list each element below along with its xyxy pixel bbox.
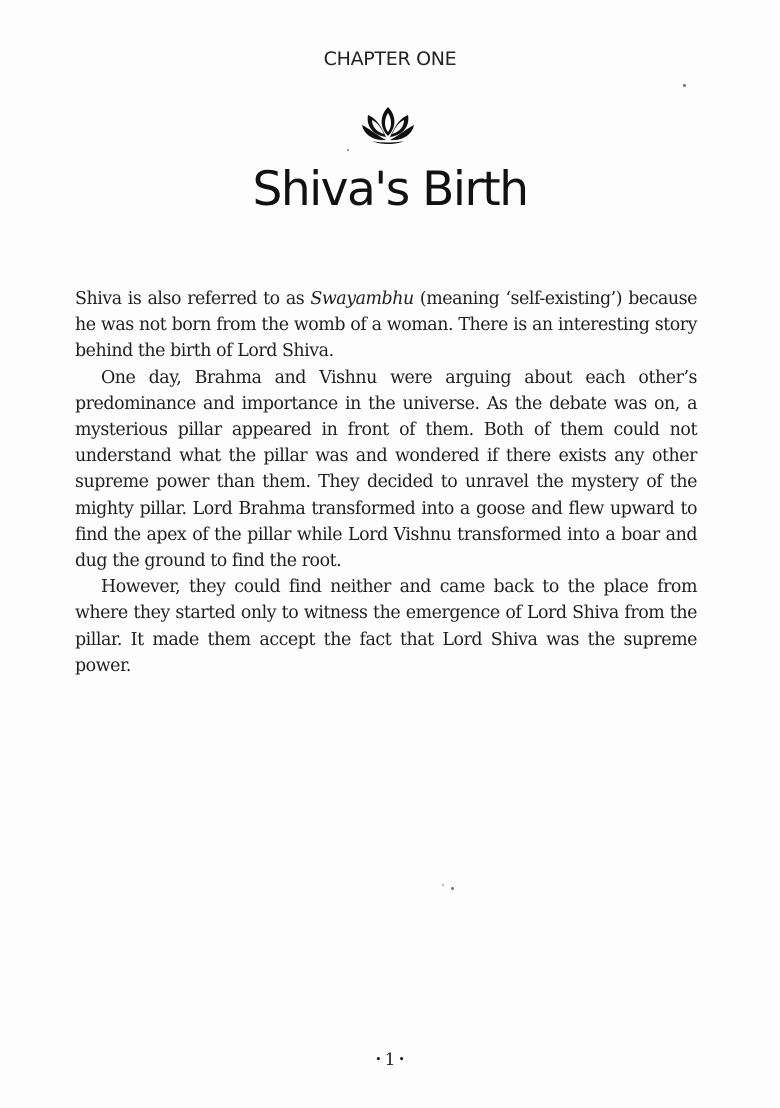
scan-speck [451, 887, 454, 890]
paragraph-2: One day, Brahma and Vishnu were arguing about each other’s predominance and importance in the universe. As the debate was on, a mysterious pillar appeared in front of them. Both of them could not understand what the pillar was and wondered if there exists any other supreme power than them. They decided to unravel the mystery of the mighty pillar. Lord Brahma transformed into a goose and flew upward to find the apex of the pillar while Lord Vishnu transformed into a boar and dug the ground to find the root. [75, 367, 697, 572]
lotus-icon [360, 103, 416, 147]
paragraph-1 [75, 286, 697, 365]
chapter-label: CHAPTER ONE [323, 48, 457, 70]
paragraph-3: However, they could find neither and came back to the place from where they started only to witness the emergence of Lord Shiva from the pillar. It made them accept the fact that Lord Shiva was the supreme power. [75, 577, 697, 676]
scan-speck [683, 84, 686, 87]
folio-dot-right: • [398, 1053, 405, 1066]
chapter-title: Shiva's Birth [252, 162, 528, 217]
paragraph-1-text-start: Shiva is also referred to as [75, 289, 311, 309]
chapter-body [75, 286, 697, 679]
page-number-value: 1 [384, 1050, 396, 1070]
paragraph-1-emphasis: Swayambhu [310, 289, 414, 309]
scan-speck [347, 149, 349, 151]
page-number [0, 1050, 780, 1070]
scan-speck [442, 884, 444, 886]
paragraph-1-text-end: (meaning ‘self-existing’) because he was not born from the womb of a woman. There is an interesting story behind the birth of Lord Shiva. [75, 289, 698, 362]
folio-dot-left: • [375, 1053, 382, 1066]
